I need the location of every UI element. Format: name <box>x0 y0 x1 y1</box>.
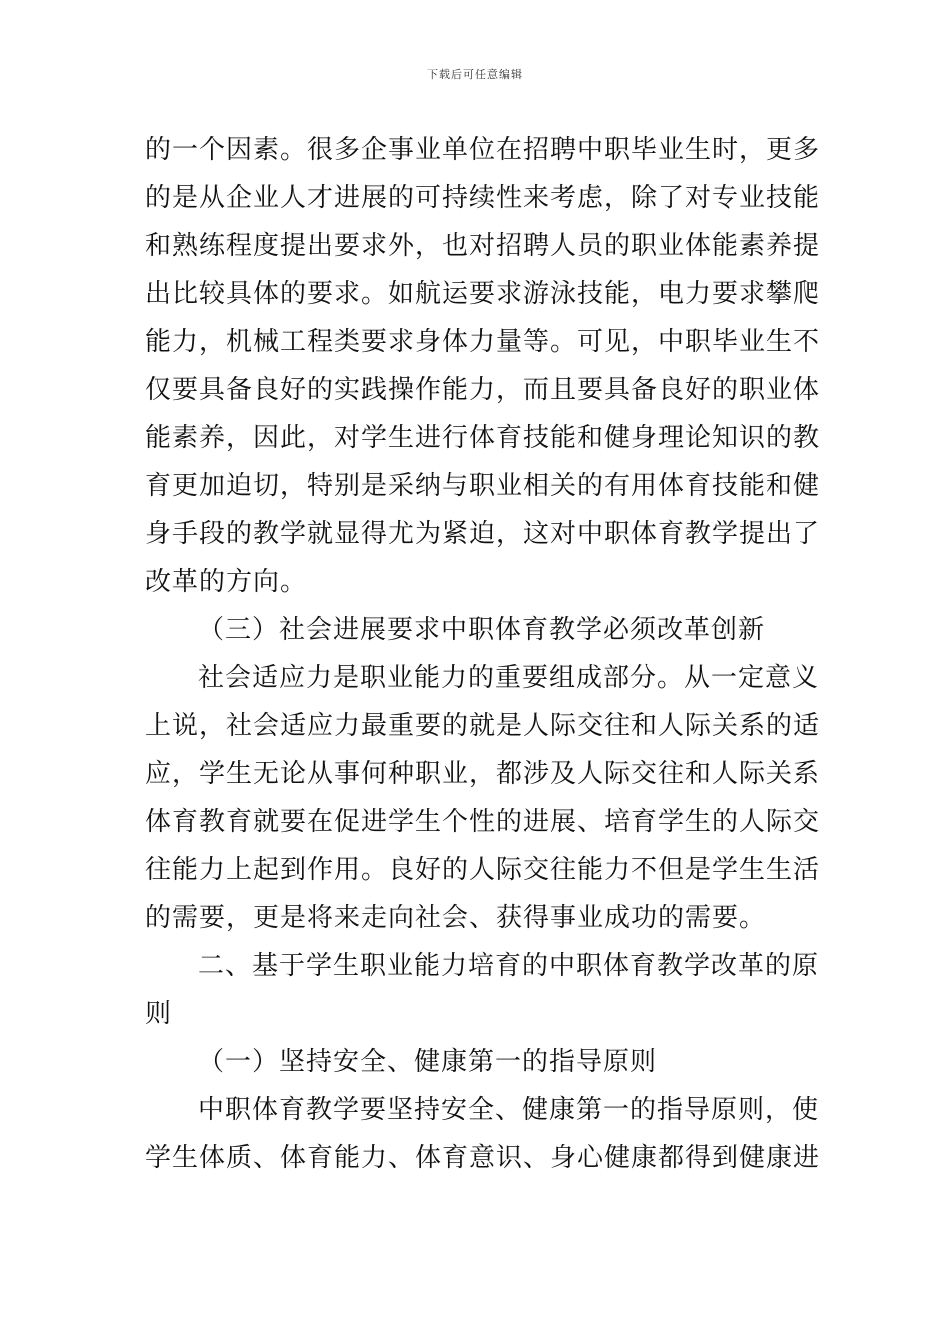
text-line: 体育教育就要在促进学生个性的进展、培育学生的人际交 <box>145 807 821 837</box>
text-line: 的需要，更是将来走向社会、获得事业成功的需要。 <box>145 903 767 933</box>
text-line: 出比较具体的要求。如航运要求游泳技能，电力要求攀爬 <box>145 279 821 309</box>
section-heading: （三）社会进展要求中职体育教学必须改革创新 <box>198 615 766 645</box>
text-line: 中职体育教学要坚持安全、健康第一的指导原则，使 <box>198 1095 820 1125</box>
text-line: 的是从企业人才进展的可持续性来考虑，除了对专业技能 <box>145 183 821 213</box>
text-line: 往能力上起到作用。良好的人际交往能力不但是学生生活 <box>145 855 821 885</box>
text-line: 能力，机械工程类要求身体力量等。可见，中职毕业生不 <box>145 327 821 357</box>
text-line: 应，学生无论从事何种职业，都涉及人际交往和人际关系 <box>145 759 821 789</box>
text-line: 和熟练程度提出要求外，也对招聘人员的职业体能素养提 <box>145 231 821 261</box>
text-line: 改革的方向。 <box>145 567 308 597</box>
text-line: 社会适应力是职业能力的重要组成部分。从一定意义 <box>198 663 820 693</box>
page-header: 下载后可任意编辑 <box>427 68 523 81</box>
text-line: 能素养，因此，对学生进行体育技能和健身理论知识的教 <box>145 423 821 453</box>
text-line: 的一个因素。很多企事业单位在招聘中职毕业生时，更多 <box>145 135 821 165</box>
section-heading: 二、基于学生职业能力培育的中职体育教学改革的原 <box>198 951 820 981</box>
text-line: 身手段的教学就显得尤为紧迫，这对中职体育教学提出了 <box>145 519 821 549</box>
text-line: 上说，社会适应力最重要的就是人际交往和人际关系的适 <box>145 711 821 741</box>
document-body <box>145 126 821 1182</box>
text-line: 育更加迫切，特别是采纳与职业相关的有用体育技能和健 <box>145 471 821 501</box>
text-line: 学生体质、体育能力、体育意识、身心健康都得到健康进 <box>145 1143 821 1173</box>
section-heading: 则 <box>145 999 173 1029</box>
text-line: 仅要具备良好的实践操作能力，而且要具备良好的职业体 <box>145 375 821 405</box>
section-heading: （一）坚持安全、健康第一的指导原则 <box>198 1047 658 1077</box>
